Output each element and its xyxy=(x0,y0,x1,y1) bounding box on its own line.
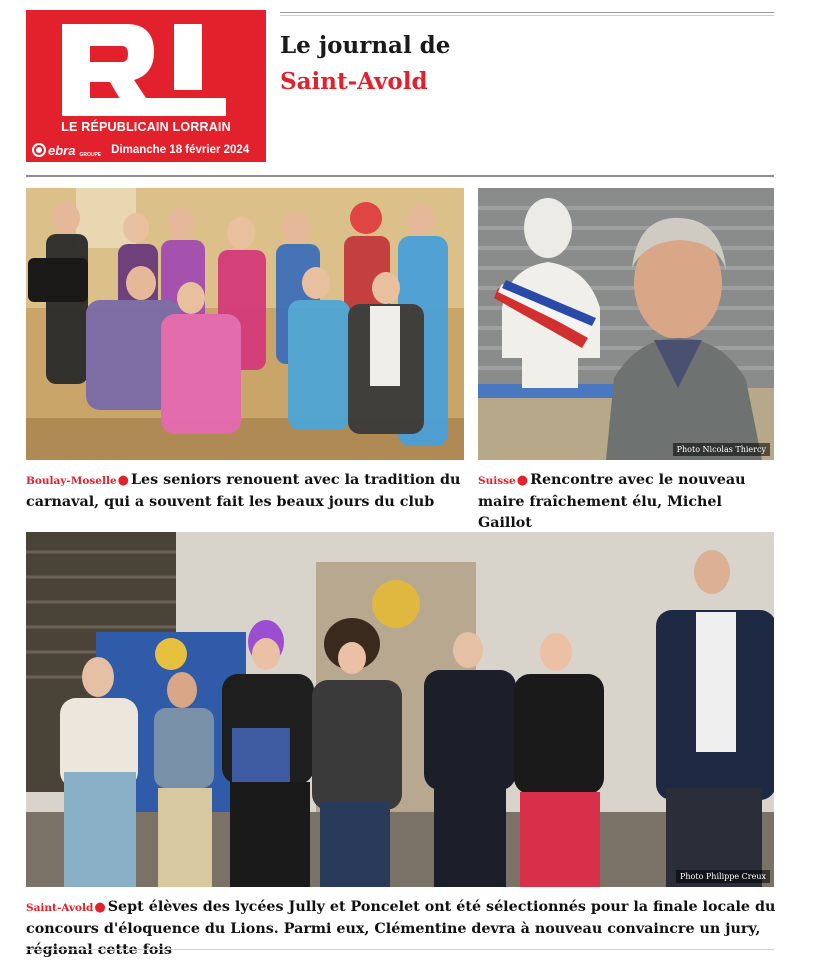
bullet-icon: ● xyxy=(94,900,106,915)
edition-date: Dimanche 18 février 2024 xyxy=(111,144,250,156)
ebra-circle-icon xyxy=(32,143,46,157)
article-photo-carnival[interactable] xyxy=(26,188,464,460)
article-headline[interactable]: Les seniors renouent avec la tradition du carnaval, qui a souvent fait les beaux jours du club xyxy=(26,472,461,510)
page-title-line1: Le journal de xyxy=(280,32,451,59)
students-photo-image xyxy=(26,532,774,887)
section-divider xyxy=(26,175,774,177)
ebra-label: ebra xyxy=(48,142,76,158)
article-caption-mayor[interactable] xyxy=(478,470,778,534)
carnival-photo-image xyxy=(26,188,464,460)
article-caption-students[interactable] xyxy=(26,897,786,961)
article-place: Saint-Avold xyxy=(26,902,94,914)
article-headline[interactable]: Rencontre avec le nouveau maire fraîchement élu, Michel Gaillot xyxy=(478,472,746,531)
logo-name: LE RÉPUBLICAIN LORRAIN xyxy=(61,120,231,134)
article-place: Suisse xyxy=(478,475,516,487)
top-divider xyxy=(280,12,774,16)
ebra-sub-label: GROUPE xyxy=(79,151,102,158)
bullet-icon: ● xyxy=(516,473,529,488)
article-photo-students[interactable] xyxy=(26,532,774,887)
rl-logo-mark-icon xyxy=(56,18,236,124)
photo-credit: Photo Nicolas Thiercy xyxy=(673,443,770,456)
newspaper-logo[interactable] xyxy=(26,10,266,162)
ebra-group-logo xyxy=(32,143,101,158)
bullet-icon: ● xyxy=(117,473,129,488)
article-photo-mayor[interactable] xyxy=(478,188,774,460)
mayor-photo-image xyxy=(478,188,774,460)
page-title-city: Saint-Avold xyxy=(280,68,428,95)
article-place: Boulay-Moselle xyxy=(26,475,117,487)
article-headline[interactable]: Sept élèves des lycées Jully et Poncelet ont été sélectionnés pour la finale locale du concours d'éloquence du Lions. Parmi eux, Clémentine devra à nouveau convaincre un jury, régional cette fois xyxy=(26,899,776,958)
logo-footer xyxy=(32,140,260,160)
article-caption-carnival[interactable] xyxy=(26,470,470,513)
photo-credit: Photo Philippe Creux xyxy=(676,870,770,883)
bottom-divider xyxy=(26,949,774,950)
